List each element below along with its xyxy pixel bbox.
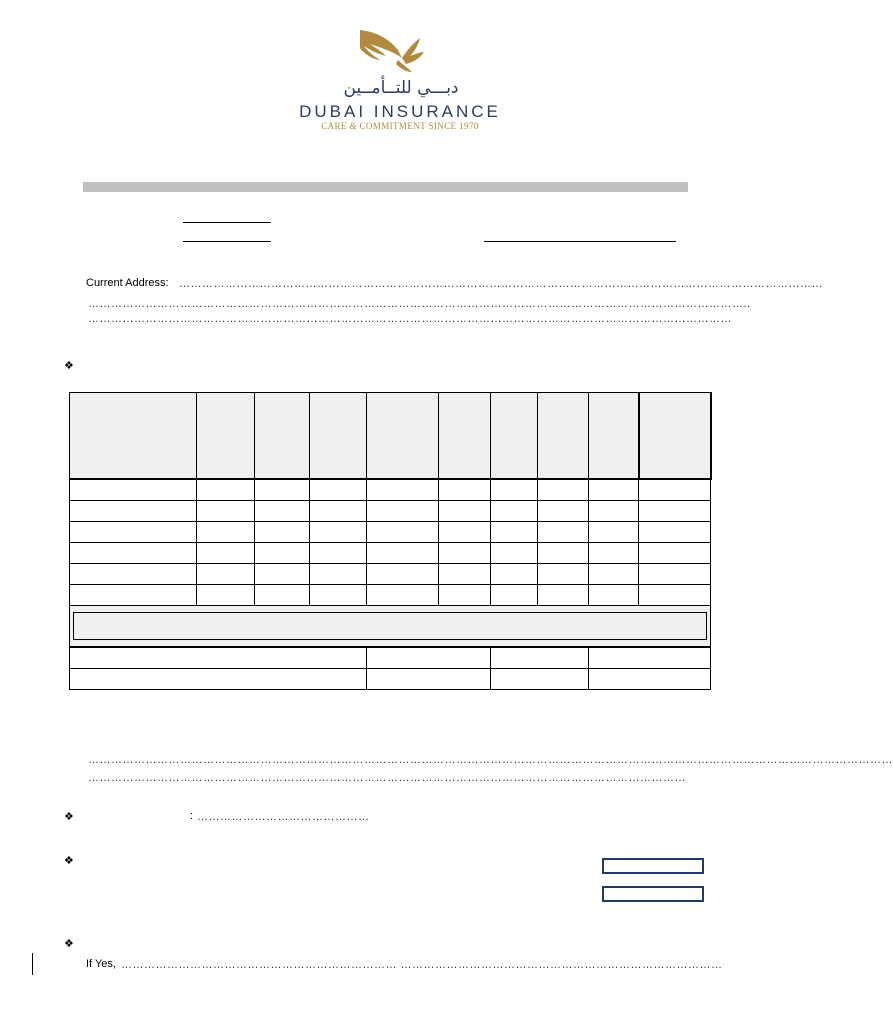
table-sub-row	[70, 647, 711, 669]
current-address-dots-3[interactable]: ……………………………………………………………………………………………………………………………………………………	[88, 313, 732, 325]
table-cell[interactable]	[367, 669, 491, 690]
table-header-cell	[639, 393, 711, 480]
table-cell[interactable]	[367, 522, 439, 543]
table-cell[interactable]	[589, 543, 639, 564]
table-header-cell	[589, 393, 639, 480]
answer-box-1[interactable]	[602, 858, 704, 874]
table-cell[interactable]	[439, 564, 491, 585]
table-row	[70, 479, 711, 501]
table-cell[interactable]	[197, 585, 255, 606]
table-cell[interactable]	[255, 479, 310, 501]
table-sub-row	[70, 669, 711, 690]
table-cell[interactable]	[310, 585, 367, 606]
table-cell[interactable]	[310, 522, 367, 543]
table-cell[interactable]	[538, 522, 589, 543]
answer-box-2[interactable]	[602, 886, 704, 902]
table-cell[interactable]	[197, 479, 255, 501]
table-cell[interactable]	[70, 479, 197, 501]
table-cell[interactable]	[538, 501, 589, 522]
table-cell[interactable]	[639, 543, 711, 564]
table-cell[interactable]	[538, 564, 589, 585]
table-header-row	[70, 393, 711, 480]
table-cell[interactable]	[589, 585, 639, 606]
field-dots[interactable]: ………………………………………	[197, 811, 370, 823]
table-cell[interactable]	[439, 479, 491, 501]
bullet-icon: ❖	[64, 811, 74, 823]
table-cell[interactable]	[589, 522, 639, 543]
table-cell[interactable]	[367, 647, 491, 669]
blank-field-line-1[interactable]	[183, 222, 271, 223]
table-band-cell	[70, 606, 711, 648]
margin-marker	[32, 953, 33, 975]
bullet-icon: ❖	[64, 938, 74, 950]
table-header-cell	[255, 393, 310, 480]
table-header-cell	[439, 393, 491, 480]
table-cell[interactable]	[639, 501, 711, 522]
table-cell[interactable]	[255, 543, 310, 564]
table-cell[interactable]	[255, 501, 310, 522]
table-header-cell	[70, 393, 197, 480]
table-cell[interactable]	[70, 564, 197, 585]
table-cell[interactable]	[639, 522, 711, 543]
table-cell[interactable]	[491, 647, 589, 669]
table-cell[interactable]	[70, 647, 367, 669]
table-cell[interactable]	[197, 543, 255, 564]
table-cell[interactable]	[310, 543, 367, 564]
table-cell[interactable]	[197, 564, 255, 585]
table-cell[interactable]	[367, 479, 439, 501]
table-cell[interactable]	[589, 669, 711, 690]
table-cell[interactable]	[491, 564, 538, 585]
table-cell[interactable]	[589, 479, 639, 501]
table-cell[interactable]	[439, 543, 491, 564]
remarks-dots-1[interactable]: …………………………………………………………………………………………………………………………………………………………………………………………	[88, 754, 893, 766]
blank-field-line-3[interactable]	[484, 241, 676, 242]
table-cell[interactable]	[255, 564, 310, 585]
table-cell[interactable]	[197, 522, 255, 543]
table-header-cell	[310, 393, 367, 480]
table-band-row	[70, 606, 711, 648]
table-row	[70, 585, 711, 606]
falcon-logo-icon	[290, 22, 510, 78]
table-header-cell	[491, 393, 538, 480]
table-cell[interactable]	[70, 585, 197, 606]
table-cell[interactable]	[491, 501, 538, 522]
company-logo	[290, 22, 510, 134]
table-cell[interactable]	[197, 501, 255, 522]
table-cell[interactable]	[439, 501, 491, 522]
if-yes-dots[interactable]: ……………………………………………………………… …………………………………………………………………………	[121, 959, 723, 971]
table-cell[interactable]	[491, 543, 538, 564]
if-yes-label: If Yes,	[86, 958, 116, 970]
table-cell[interactable]	[70, 522, 197, 543]
table-header-cell	[538, 393, 589, 480]
logo-tagline: CARE & COMMITMENT SINCE 1970	[321, 121, 479, 131]
table-row	[70, 501, 711, 522]
current-address-label: Current Address:	[86, 277, 169, 289]
table-row	[70, 522, 711, 543]
table-cell[interactable]	[310, 564, 367, 585]
table-row	[70, 564, 711, 585]
table-header-cell	[367, 393, 439, 480]
table-cell[interactable]	[367, 501, 439, 522]
logo-arabic-text: دبـــي للتــأمــين	[343, 78, 459, 98]
field-colon: :	[190, 810, 194, 822]
table-band-box	[73, 612, 707, 640]
table-cell[interactable]	[70, 543, 197, 564]
table-cell[interactable]	[491, 669, 589, 690]
table-cell[interactable]	[589, 501, 639, 522]
table-cell[interactable]	[491, 522, 538, 543]
table-cell[interactable]	[589, 564, 639, 585]
table-cell[interactable]	[439, 522, 491, 543]
table-cell[interactable]	[255, 585, 310, 606]
table-header-cell	[197, 393, 255, 480]
table-cell[interactable]	[639, 564, 711, 585]
logo-company-name: DUBAI INSURANCE	[299, 102, 501, 121]
table-cell[interactable]	[367, 585, 439, 606]
table-cell[interactable]	[491, 479, 538, 501]
table-row	[70, 543, 711, 564]
bullet-icon: ❖	[64, 360, 74, 372]
remarks-dots-2[interactable]: …………………………………………………………………………………………………………………………………………	[88, 772, 686, 784]
table-cell[interactable]	[310, 479, 367, 501]
current-address-dots-1[interactable]: ……………………………………………………………………………………………………………………………………………………	[179, 278, 823, 290]
blank-field-line-2[interactable]	[183, 241, 271, 242]
bullet-icon: ❖	[64, 855, 74, 867]
table-cell[interactable]	[439, 585, 491, 606]
table-cell[interactable]	[367, 543, 439, 564]
section-title-bar	[83, 182, 688, 192]
table-cell[interactable]	[70, 501, 197, 522]
table-cell[interactable]	[639, 585, 711, 606]
table-cell[interactable]	[491, 585, 538, 606]
table-cell[interactable]	[367, 564, 439, 585]
table-cell[interactable]	[310, 501, 367, 522]
table-cell[interactable]	[538, 543, 589, 564]
current-address-dots-2[interactable]: ………………………………………………………………………………………………………………………………………………………..	[88, 298, 751, 310]
table-cell[interactable]	[538, 585, 589, 606]
data-table	[69, 392, 712, 690]
table-cell[interactable]	[538, 479, 589, 501]
table-cell[interactable]	[589, 647, 711, 669]
table-cell[interactable]	[70, 669, 367, 690]
table-cell[interactable]	[255, 522, 310, 543]
table-cell[interactable]	[639, 479, 711, 501]
